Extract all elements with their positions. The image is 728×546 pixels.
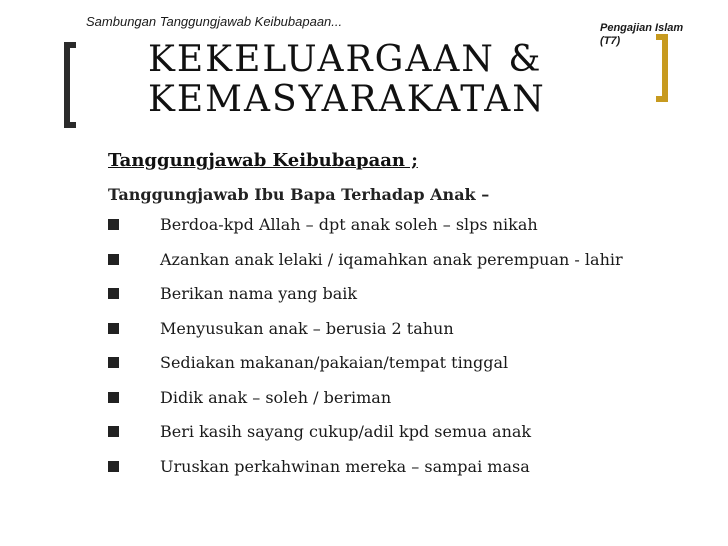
section-subheading: Tanggungjawab Ibu Bapa Terhadap Anak – bbox=[108, 185, 490, 204]
slide-title bbox=[148, 40, 546, 120]
course-label bbox=[600, 22, 683, 48]
square-bullet-icon bbox=[108, 426, 119, 437]
list-item bbox=[108, 283, 708, 318]
square-bullet-icon bbox=[108, 392, 119, 403]
list-item bbox=[108, 318, 708, 353]
list-item-text: Menyusukan anak – berusia 2 tahun bbox=[160, 318, 454, 338]
square-bullet-icon bbox=[108, 357, 119, 368]
list-item-text: Uruskan perkahwinan mereka – sampai masa bbox=[160, 456, 530, 476]
list-item bbox=[108, 352, 708, 387]
left-bracket-decoration bbox=[64, 42, 76, 128]
continuation-label: Sambungan Tanggungjawab Keibubapaan... bbox=[86, 14, 343, 29]
course-name: Pengajian Islam bbox=[600, 22, 684, 34]
list-item-text: Azankan anak lelaki / iqamahkan anak perempuan - lahir bbox=[160, 249, 623, 269]
list-item bbox=[108, 214, 708, 249]
square-bullet-icon bbox=[108, 219, 119, 230]
title-line-1: KEKELUARGAAN & bbox=[148, 39, 543, 80]
course-code: (T7) bbox=[600, 35, 621, 47]
list-item-text: Berdoa-kpd Allah – dpt anak soleh – slps nikah bbox=[160, 215, 538, 234]
square-bullet-icon bbox=[108, 254, 119, 265]
list-item bbox=[108, 387, 708, 422]
slide-content bbox=[108, 150, 708, 490]
list-item-text: Beri kasih sayang cukup/adil kpd semua anak bbox=[160, 422, 532, 441]
list-item bbox=[108, 421, 708, 456]
title-line-2: KEMASYARAKATAN bbox=[148, 79, 546, 120]
list-item-text: Berikan nama yang baik bbox=[160, 284, 358, 303]
square-bullet-icon bbox=[108, 323, 119, 334]
list-item-text: Sediakan makanan/pakaian/tempat tinggal bbox=[160, 353, 509, 372]
list-item-text: Didik anak – soleh / beriman bbox=[160, 387, 392, 407]
section-heading: Tanggungjawab Keibubapaan ; bbox=[108, 150, 418, 171]
right-bracket-decoration bbox=[656, 34, 668, 102]
square-bullet-icon bbox=[108, 288, 119, 299]
responsibility-list bbox=[108, 214, 708, 490]
square-bullet-icon bbox=[108, 461, 119, 472]
list-item bbox=[108, 249, 708, 284]
list-item bbox=[108, 456, 708, 491]
